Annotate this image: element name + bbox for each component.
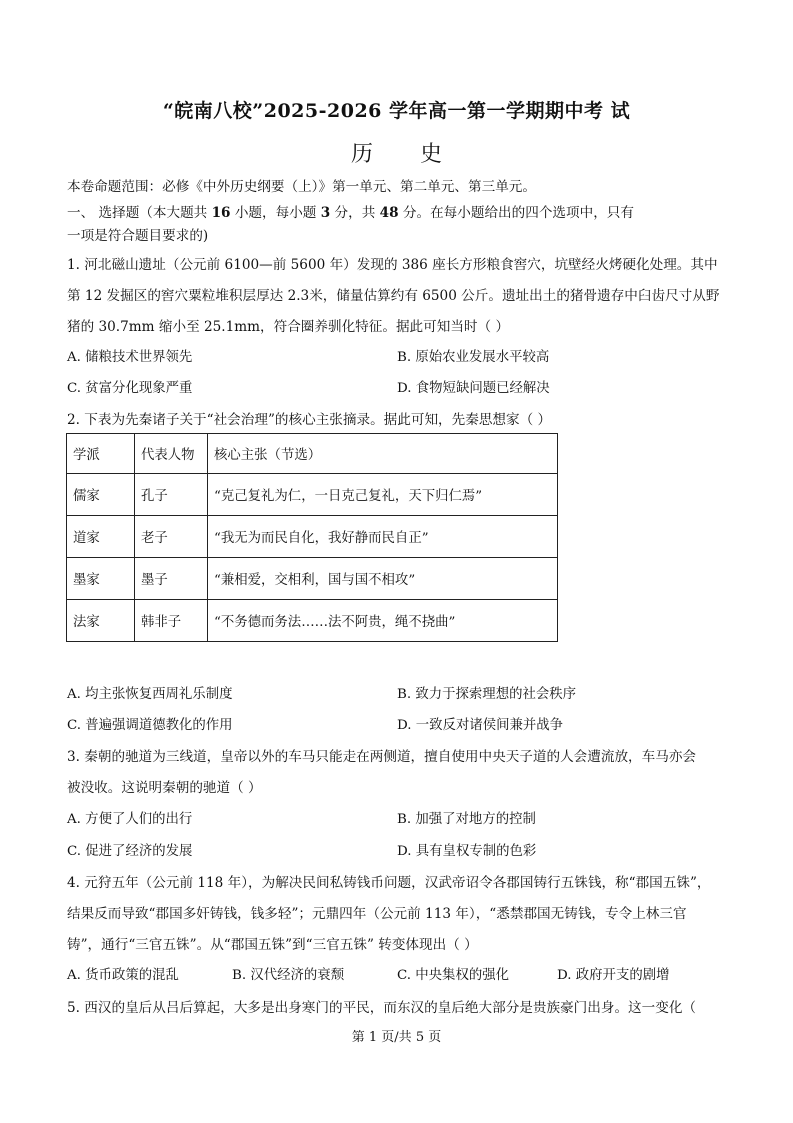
section-heading [67,201,634,221]
table-cell: 法家 [67,600,135,642]
q4-stem-line2: 结果反而导致“郡国多奸铸钱，钱多轻”；元鼎四年（公元前 113 年），“悉禁郡国无铸钱，专令上林三官 [67,906,687,922]
question-count: 16 [211,205,231,221]
table-cell: “我无为而民自化，我好静而民自正” [208,516,558,558]
q4-stem-line3: 铸”，通行“三官五铢”。从“郡国五铢”到“三官五铢” 转变体现出（ ） [67,937,478,953]
q3-option-c[interactable]: C. 促进了经济的发展 [67,844,193,859]
q3-stem-line2: 被没收。这说明秦朝的驰道（ ） [67,780,262,796]
q2-stem: 2. 下表为先秦诸子关于“社会治理”的核心主张摘录。据此可知，先秦思想家（ ） [67,412,552,428]
q3-option-a[interactable]: A. 方便了人们的出行 [67,812,193,827]
q5-stem-line1: 5. 西汉的皇后从吕后算起，大多是出身寒门的平民，而东汉的皇后绝大部分是贵族豪门出身。这一变化（ [67,1000,697,1016]
q4-stem-line1: 4. 元狩五年（公元前 118 年），为解决民间私铸钱币问题，汉武帝诏令各郡国铸行五铢钱，称“郡国五铢”， [67,875,711,891]
table-cell: “克己复礼为仁，一日克己复礼，天下归仁焉” [208,474,558,516]
exam-title: “皖南八校”2025-2026 学年高一第一学期期中考 试 [162,100,631,122]
table-cell: “兼相爱，交相利，国与国不相攻” [208,558,558,600]
subject-title: 历 史 [351,142,462,167]
q1-option-d[interactable]: D. 食物短缺问题已经解决 [397,381,550,396]
table-row [67,600,558,642]
q1-option-b[interactable]: B. 原始农业发展水平较高 [397,350,550,365]
table-header-cell: 代表人物 [135,434,208,474]
table-row [67,558,558,600]
q4-option-a[interactable]: A. 货币政策的混乱 [67,968,179,983]
table-cell: 孔子 [135,474,208,516]
q4-option-d[interactable]: D. 政府开支的剧增 [557,968,670,983]
scope-text: 本卷命题范围：必修《中外历史纲要（上）》第一单元、第二单元、第三单元。 [67,179,536,195]
table-cell: 老子 [135,516,208,558]
table-cell: 墨家 [67,558,135,600]
table-header-row [67,434,558,474]
table-header-cell: 学派 [67,434,135,474]
table-cell: 墨子 [135,558,208,600]
q1-stem-line3: 猪的 30.7mm 缩小至 25.1mm，符合圈养驯化特征。据此可知当时（ ） [67,319,510,335]
table-cell: 道家 [67,516,135,558]
q2-option-c[interactable]: C. 普遍强调道德教化的作用 [67,718,233,733]
q4-option-c[interactable]: C. 中央集权的强化 [397,968,510,983]
section-heading-mid1: 小题，每小题 [230,205,321,221]
q2-table [66,433,558,642]
table-header-cell: 核心主张（节选） [208,434,558,474]
section-heading-line2: 一项是符合题目要求的) [67,228,209,244]
section-heading-mid2: 分，共 [330,205,380,221]
section-heading-prefix: 一、 选择题（本大题共 [67,205,212,221]
q2-option-d[interactable]: D. 一致反对诸侯间兼并战争 [397,718,564,733]
q1-option-c[interactable]: C. 贫富分化现象严重 [67,381,193,396]
q3-stem-line1: 3. 秦朝的驰道为三线道，皇帝以外的车马只能走在两侧道，擅自使用中央天子道的人会遭流放，车马亦会 [67,749,697,765]
q3-option-d[interactable]: D. 具有皇权专制的色彩 [397,844,537,859]
q2-option-b[interactable]: B. 致力于探索理想的社会秩序 [397,687,577,702]
q1-stem-line1: 1. 河北磁山遗址（公元前 6100—前 5600 年）发现的 386 座长方形粮食窖穴，坑壁经火烤硬化处理。其中 [67,257,718,273]
table-row [67,474,558,516]
section-heading-suffix: 分。在每小题给出的四个选项中，只有 [398,205,634,221]
q1-option-a[interactable]: A. 储粮技术世界领先 [67,350,193,365]
q2-option-a[interactable]: A. 均主张恢复西周礼乐制度 [67,687,233,702]
total-points: 48 [379,205,399,221]
points-per-question: 3 [320,205,331,221]
page-number: 第 1 页/共 5 页 [351,1030,442,1045]
q4-option-b[interactable]: B. 汉代经济的衰颓 [232,968,345,983]
table-cell: 韩非子 [135,600,208,642]
table-cell: “不务德而务法……法不阿贵，绳不挠曲” [208,600,558,642]
table-row [67,516,558,558]
q3-option-b[interactable]: B. 加强了对地方的控制 [397,812,536,827]
table-cell: 儒家 [67,474,135,516]
q1-stem-line2: 第 12 发掘区的窖穴粟粒堆积层厚达 2.3米，储量估算约有 6500 公斤。遗址出土的猪骨遗存中臼齿尺寸从野 [67,288,720,304]
